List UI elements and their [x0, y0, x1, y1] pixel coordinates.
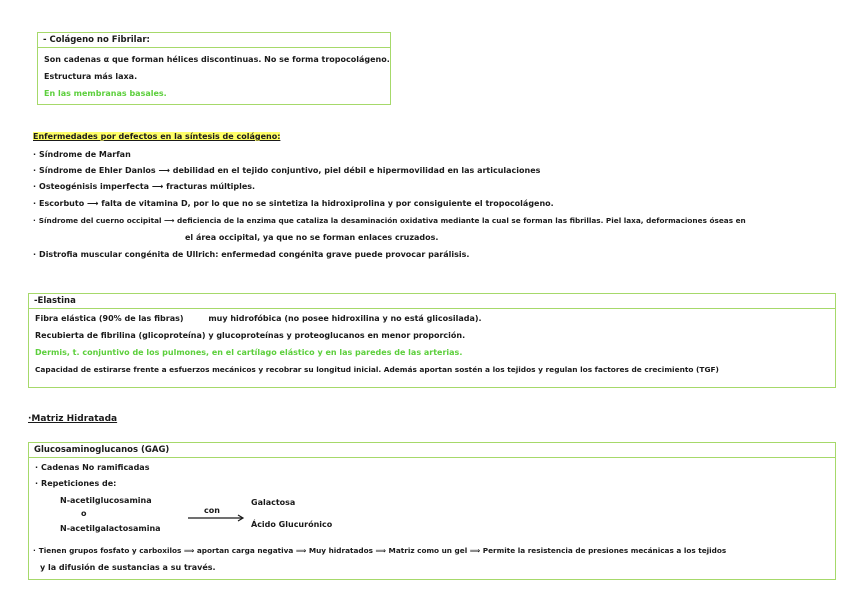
right-term-2: Ácido Glucurónico [251, 520, 333, 529]
disease-item-1: · Síndrome de Marfan [33, 150, 131, 159]
right-arrow-icon [188, 513, 248, 523]
disease-item-4: · Escorbuto ⟶ falta de vitamina D, por lo que no se sintetiza la hidroxiprolina y por consiguiente el tropocolágeno. [33, 199, 554, 208]
disease-item-3: · Osteogénisis imperfecta ⟶ fracturas múltiples. [33, 182, 256, 191]
fibrilar-line-1: Son cadenas α que forman hélices discontinuas. No se forma tropocolágeno. [44, 55, 390, 64]
gag-bullet-3: · Tienen grupos fosfato y carboxilos ⟹ aportan carga negativa ⟹ Muy hidratados ⟹ Matriz como un gel ⟹ Permite la resistencia de presiones mecánicas a los tejidos [33, 546, 727, 555]
right-term-1: Galactosa [251, 498, 296, 507]
gag-title: Glucosaminoglucanos (GAG) [29, 443, 835, 458]
elastina-line-4: Capacidad de estirarse frente a esfuerzos mecánicos y recobrar su longitud inicial. Además aportan sostén a los tejidos y regulan los factores de crecimiento (TGF) [35, 365, 719, 374]
fibrilar-box [37, 32, 391, 105]
elastina-line-1: Fibra elástica (90% de las fibras) muy hidrofóbica (no posee hidroxilina y no está glicosilada). [35, 314, 482, 323]
disease-item-5-cont: el área occipital, ya que no se forman enlaces cruzados. [185, 233, 439, 242]
gag-bullet-1: · Cadenas No ramificadas [35, 463, 150, 472]
left-term-2: N-acetilgalactosamina [60, 524, 161, 533]
disease-item-5: · Síndrome del cuerno occipital ⟶ deficiencia de la enzima que cataliza la desaminación oxidativa mediante la cual se forman las fibrillas. Piel laxa, deformaciones óseas en [33, 216, 746, 225]
elastina-line-2: Recubierta de fibrilina (glicoproteína) y glucoproteínas y proteoglucanos en menor proporción. [35, 331, 466, 340]
elastina-title: -Elastina [29, 294, 835, 309]
fibrilar-green-line: En las membranas basales. [44, 89, 167, 98]
arrow-label: con [204, 506, 220, 515]
diseases-title: Enfermedades por defectos en la síntesis de colágeno: [33, 132, 281, 141]
disease-item-6: · Distrofia muscular congénita de Ullrich: enfermedad congénita grave puede provocar parálisis. [33, 250, 470, 259]
left-term-1: N-acetilglucosamina [60, 496, 152, 505]
matriz-title: ·Matriz Hidratada [28, 414, 118, 424]
elastina-box [28, 293, 836, 388]
or-label: o [81, 509, 87, 518]
gag-bullet-3-cont: y la difusión de sustancias a su través. [40, 563, 216, 572]
repetition-diagram [28, 496, 358, 538]
fibrilar-title: - Colágeno no Fibrilar: [38, 33, 390, 48]
fibrilar-line-2: Estructura más laxa. [44, 72, 138, 81]
elastina-line-3: Dermis, t. conjuntivo de los pulmones, en el cartílago elástico y en las paredes de las arterias. [35, 348, 463, 357]
gag-bullet-2: · Repeticiones de: [35, 479, 117, 488]
disease-item-2: · Síndrome de Ehler Danlos ⟶ debilidad en el tejido conjuntivo, piel débil e hipermovilidad en las articulaciones [33, 166, 541, 175]
